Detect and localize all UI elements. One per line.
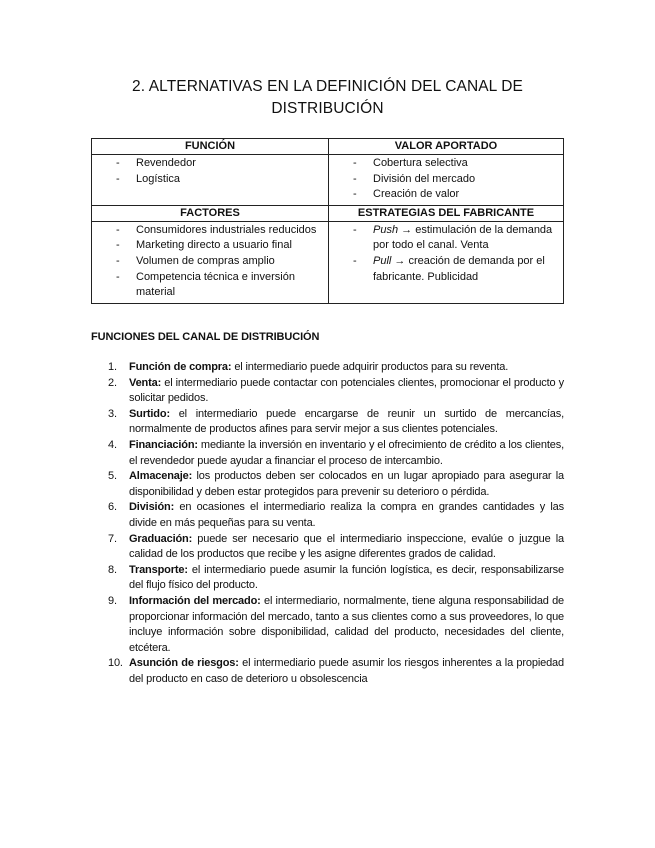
list-item <box>91 563 564 594</box>
arrow-icon: → <box>394 254 406 267</box>
list-item: - Competencia técnica e inversión material <box>92 270 322 301</box>
list-item: - Cobertura selectiva <box>329 156 557 172</box>
item-number: 4. <box>108 438 117 451</box>
functions-list <box>91 360 564 687</box>
item-number: 5. <box>108 470 117 483</box>
table-row <box>92 221 564 303</box>
push-description: estimulación de la demanda por todo el canal. Venta <box>373 223 553 252</box>
item-text: en ocasiones el intermediario realiza la compra en grandes cantidades y las divide en más pequeñas para su venta. <box>129 501 564 529</box>
item-number: 2. <box>108 376 117 389</box>
list-item: - Consumidores industriales reducidos <box>92 223 322 239</box>
list-item <box>329 254 557 285</box>
table-header-row <box>92 205 564 221</box>
list-item <box>91 438 564 469</box>
arrow-icon: → <box>401 223 413 236</box>
estrategias-cell <box>329 221 564 303</box>
header-estrategias: ESTRATEGIAS DEL FABRICANTE <box>329 205 564 221</box>
pull-term: Pull <box>373 254 392 267</box>
list-item: - Marketing directo a usuario final <box>92 238 322 254</box>
item-term: Venta: <box>129 376 162 389</box>
list-item: - Creación de valor <box>329 187 557 203</box>
item-term: Información del mercado: <box>129 594 261 607</box>
item-number: 10. <box>108 657 123 670</box>
header-factores: FACTORES <box>92 205 329 221</box>
list-item <box>91 469 564 500</box>
funcion-list <box>92 156 322 187</box>
item-term: Graduación: <box>129 532 193 545</box>
factores-cell <box>92 221 329 303</box>
table-row <box>92 155 564 206</box>
table-header-row <box>92 139 564 155</box>
item-text: el intermediario puede encargarse de reunir un surtido de mercancías, normalmente de productos afines para servir mejor a sus clientes potenciales. <box>129 407 564 436</box>
item-term: Surtido: <box>129 407 170 420</box>
item-term: División: <box>129 501 175 514</box>
list-item <box>91 360 564 376</box>
list-item <box>91 656 564 687</box>
item-number: 7. <box>108 532 117 545</box>
valor-list <box>329 156 557 203</box>
item-number: 8. <box>108 563 117 576</box>
funcion-cell <box>92 155 329 206</box>
push-term: Push <box>373 223 399 236</box>
list-item <box>329 223 557 254</box>
list-item <box>91 532 564 563</box>
item-number: 9. <box>108 594 117 607</box>
estrategias-list <box>329 223 557 285</box>
item-number: 1. <box>108 361 117 373</box>
item-text: mediante la inversión en inventario y el ofrecimiento de crédito a los clientes, el revendedor puede ayudar a financiar el proceso de intercambio. <box>129 438 564 467</box>
item-text: el intermediario puede asumir la función logística, es decir, responsabilizarse del flujo físico del producto. <box>129 563 564 592</box>
item-term: Transporte: <box>129 563 188 576</box>
section-title: FUNCIONES DEL CANAL DE DISTRIBUCIÓN <box>91 331 320 343</box>
list-item <box>91 407 564 438</box>
item-text: el intermediario puede contactar con potenciales clientes, promocionar el producto y solicitar pedidos. <box>129 376 564 405</box>
header-valor-aportado: VALOR APORTADO <box>329 139 564 155</box>
item-text: el intermediario, normalmente, tiene alguna responsabilidad de proporcionar información del mercado, tanto a sus clientes como a sus proveedores, lo que incluye información sobre disponibilidad, calidad del producto, necesidades del cliente, etcétera. <box>129 594 565 654</box>
pull-description: creación de demanda por el fabricante. Publicidad <box>373 254 545 283</box>
list-item: - Volumen de compras amplio <box>92 254 322 270</box>
item-text: puede ser necesario que el intermediario inspeccione, evalúe o juzgue la calidad de los productos que recibe y les asigne diferentes grados de calidad. <box>129 532 564 561</box>
list-item: - División del mercado <box>329 172 557 188</box>
item-term: Función de compra: <box>129 361 232 373</box>
header-funcion: FUNCIÓN <box>92 139 329 155</box>
valor-cell <box>329 155 564 206</box>
page-title: 2. ALTERNATIVAS EN LA DEFINICIÓN DEL CANAL DE DISTRIBUCIÓN <box>132 78 523 117</box>
factores-list <box>92 223 322 301</box>
item-number: 6. <box>108 501 117 514</box>
item-number: 3. <box>108 407 117 420</box>
item-term: Asunción de riesgos: <box>129 657 239 670</box>
item-text: el intermediario puede adquirir productos para su reventa. <box>231 361 509 373</box>
item-text: los productos deben ser colocados en un lugar apropiado para asegurar la disponibilidad y deben estar protegidos para prevenir su deterioro o pérdida. <box>129 470 564 498</box>
list-item <box>91 500 564 531</box>
item-term: Financiación: <box>129 438 198 451</box>
item-text: el intermediario puede asumir los riesgos inherentes a la propiedad del producto en caso de deterioro u obsolescencia <box>129 657 564 685</box>
list-item: - Logística <box>92 172 322 188</box>
list-item <box>91 376 564 407</box>
channel-alternatives-table <box>91 138 564 304</box>
list-item: - Revendedor <box>92 156 322 172</box>
item-term: Almacenaje: <box>129 470 193 483</box>
list-item <box>91 594 564 656</box>
